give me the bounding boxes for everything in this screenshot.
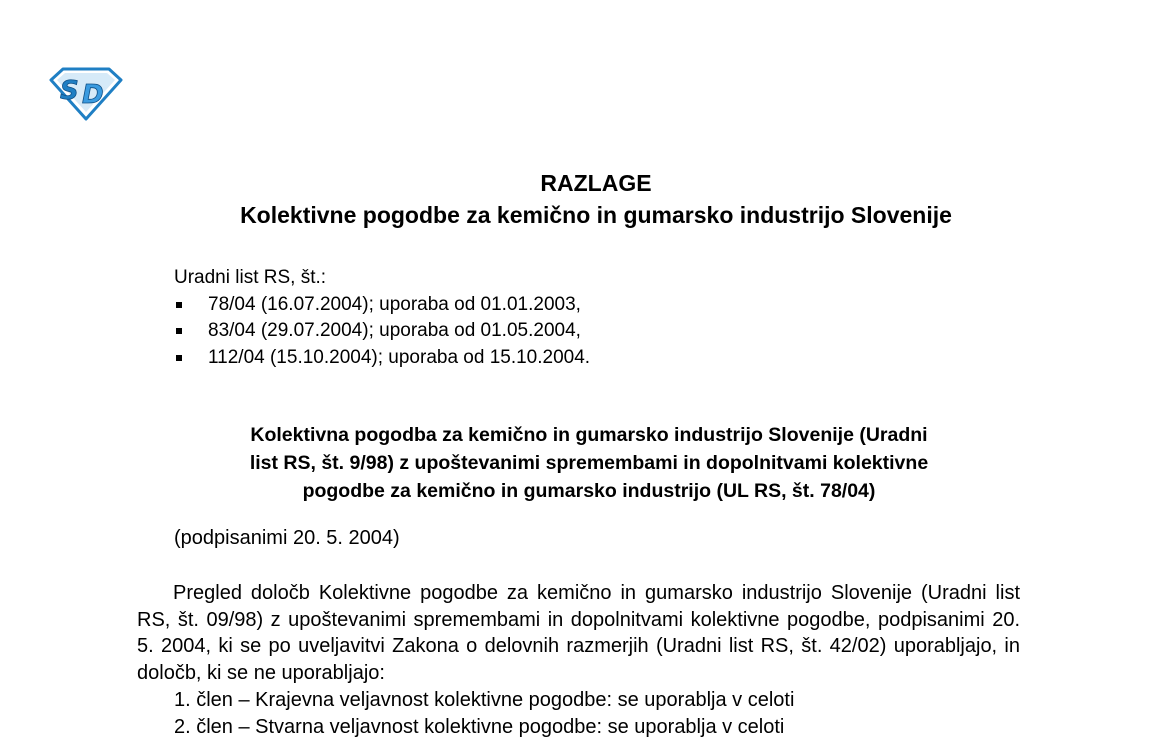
bullet-icon	[176, 302, 182, 308]
svg-text:D: D	[82, 80, 104, 110]
section-heading-line: Kolektivna pogodba za kemično in gumarsko industrijo Slovenije (Uradni	[250, 424, 928, 446]
intro-paragraph-text: Pregled določb Kolektivne pogodbe za kemično in gumarsko industrijo Slovenije (Uradni list RS, št. 09/98) z upoštevanimi spremembami in dopolnitvami kolektivne pogodbe, podpisanimi 20. 5. 2004, ki se po uveljavitvi Zakona o delovnih razmerjih (Uradni list RS, št. 42/02) uporabljajo, in določb, ki se ne uporabljajo:	[137, 582, 1020, 685]
bullet-icon	[176, 328, 182, 334]
articles-list	[174, 687, 794, 741]
list-item: 112/04 (15.10.2004); uporaba od 15.10.2004.	[174, 345, 590, 372]
gazette-list	[174, 292, 590, 372]
sd-logo	[49, 66, 123, 122]
section-heading-line: pogodbe za kemično in gumarsko industrijo (UL RS, št. 78/04)	[302, 480, 876, 502]
document-title: RAZLAGE	[540, 170, 652, 196]
list-item: 83/04 (29.07.2004); uporaba od 01.05.2004,	[174, 318, 590, 345]
article-item: 2. člen – Stvarna veljavnost kolektivne pogodbe: se uporablja v celoti	[174, 716, 785, 738]
intro-paragraph	[137, 580, 1020, 687]
document-subtitle: Kolektivne pogodbe za kemično in gumarsko industrijo Slovenije	[240, 202, 952, 228]
svg-text:S: S	[60, 76, 79, 106]
signed-date: (podpisanimi 20. 5. 2004)	[174, 527, 400, 549]
section-heading	[168, 421, 1010, 505]
section-heading-line: list RS, št. 9/98) z upoštevanimi spremembami in dopolnitvami kolektivne	[249, 452, 929, 474]
gazette-block	[174, 265, 590, 371]
bullet-icon	[176, 355, 182, 361]
list-item: 78/04 (16.07.2004); uporaba od 01.01.2003,	[174, 292, 590, 319]
article-item: 1. člen – Krajevna veljavnost kolektivne pogodbe: se uporablja v celoti	[174, 689, 795, 711]
gazette-label: Uradni list RS, št.:	[174, 267, 327, 288]
